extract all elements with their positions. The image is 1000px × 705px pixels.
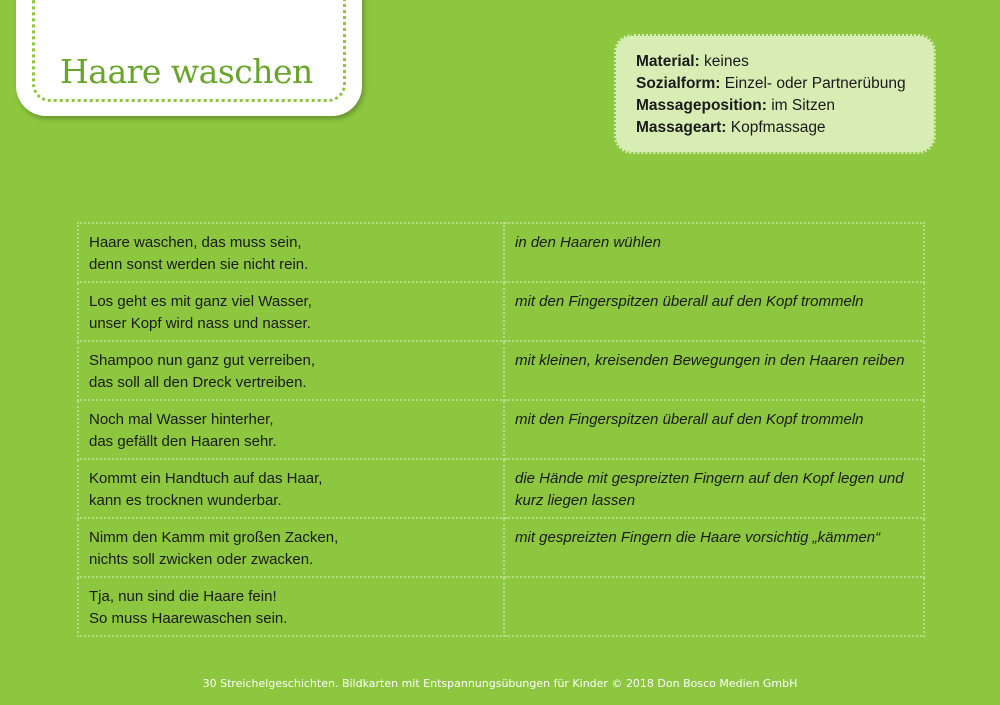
verse-line: unser Kopf wird nass und nasser. xyxy=(89,315,311,332)
table-row xyxy=(78,518,924,577)
table-row xyxy=(78,223,924,282)
table-row xyxy=(78,282,924,341)
info-label: Sozialform: xyxy=(636,75,721,92)
action-cell xyxy=(504,459,924,518)
verse-line: Los geht es mit ganz viel Wasser, xyxy=(89,293,312,310)
table-row xyxy=(78,341,924,400)
info-label: Massageart: xyxy=(636,119,727,136)
footer-copyright: 30 Streichelgeschichten. Bildkarten mit Entspannungsübungen für Kinder © 2018 Don Bosco Medien GmbH xyxy=(202,677,798,690)
info-label: Material: xyxy=(636,53,700,70)
verse-line: Nimm den Kamm mit großen Zacken, xyxy=(89,529,339,546)
verse-line: das soll all den Dreck vertreiben. xyxy=(89,374,307,391)
verse-line: So muss Haarewaschen sein. xyxy=(89,610,288,627)
info-massageposition xyxy=(636,95,934,117)
verse-cell xyxy=(78,459,504,518)
info-value: keines xyxy=(699,53,749,70)
action-line: kurz liegen lassen xyxy=(515,492,636,509)
action-cell xyxy=(504,341,924,400)
info-value: im Sitzen xyxy=(766,97,835,114)
info-box xyxy=(614,34,936,154)
info-label: Massageposition: xyxy=(636,97,767,114)
action-cell xyxy=(504,282,924,341)
action-cell xyxy=(504,400,924,459)
page-title: Haare waschen xyxy=(60,52,313,91)
action-line: mit kleinen, kreisenden Bewegungen in den Haaren reiben xyxy=(515,352,905,369)
action-line: die Hände mit gespreizten Fingern auf den Kopf legen und xyxy=(515,470,904,487)
action-line: mit den Fingerspitzen überall auf den Kopf trommeln xyxy=(515,411,864,428)
verse-line: Haare waschen, das muss sein, xyxy=(89,234,302,251)
info-sozialform xyxy=(636,73,934,95)
verse-line: denn sonst werden sie nicht rein. xyxy=(89,256,309,273)
action-cell xyxy=(504,577,924,636)
verse-cell xyxy=(78,282,504,341)
action-line: mit gespreizten Fingern die Haare vorsichtig „kämmen“ xyxy=(515,529,881,546)
info-value: Einzel- oder Partnerübung xyxy=(720,75,906,92)
verse-line: Shampoo nun ganz gut verreiben, xyxy=(89,352,315,369)
table-row xyxy=(78,577,924,636)
verse-cell xyxy=(78,577,504,636)
action-cell xyxy=(504,518,924,577)
verse-line: Noch mal Wasser hinterher, xyxy=(89,411,274,428)
verse-cell xyxy=(78,518,504,577)
info-massageart xyxy=(636,117,934,139)
verse-cell xyxy=(78,341,504,400)
verse-line: Kommt ein Handtuch auf das Haar, xyxy=(89,470,323,487)
verse-table xyxy=(77,222,925,637)
table-row xyxy=(78,459,924,518)
action-line: in den Haaren wühlen xyxy=(515,234,661,251)
table-row xyxy=(78,400,924,459)
info-value: Kopfmassage xyxy=(726,119,826,136)
info-material xyxy=(636,51,934,73)
verse-cell xyxy=(78,223,504,282)
verse-cell xyxy=(78,400,504,459)
action-line: mit den Fingerspitzen überall auf den Kopf trommeln xyxy=(515,293,864,310)
action-cell xyxy=(504,223,924,282)
verse-line: Tja, nun sind die Haare fein! xyxy=(89,588,277,605)
verse-line: kann es trocknen wunderbar. xyxy=(89,492,282,509)
verse-line: das gefällt den Haaren sehr. xyxy=(89,433,277,450)
verse-line: nichts soll zwicken oder zwacken. xyxy=(89,551,314,568)
